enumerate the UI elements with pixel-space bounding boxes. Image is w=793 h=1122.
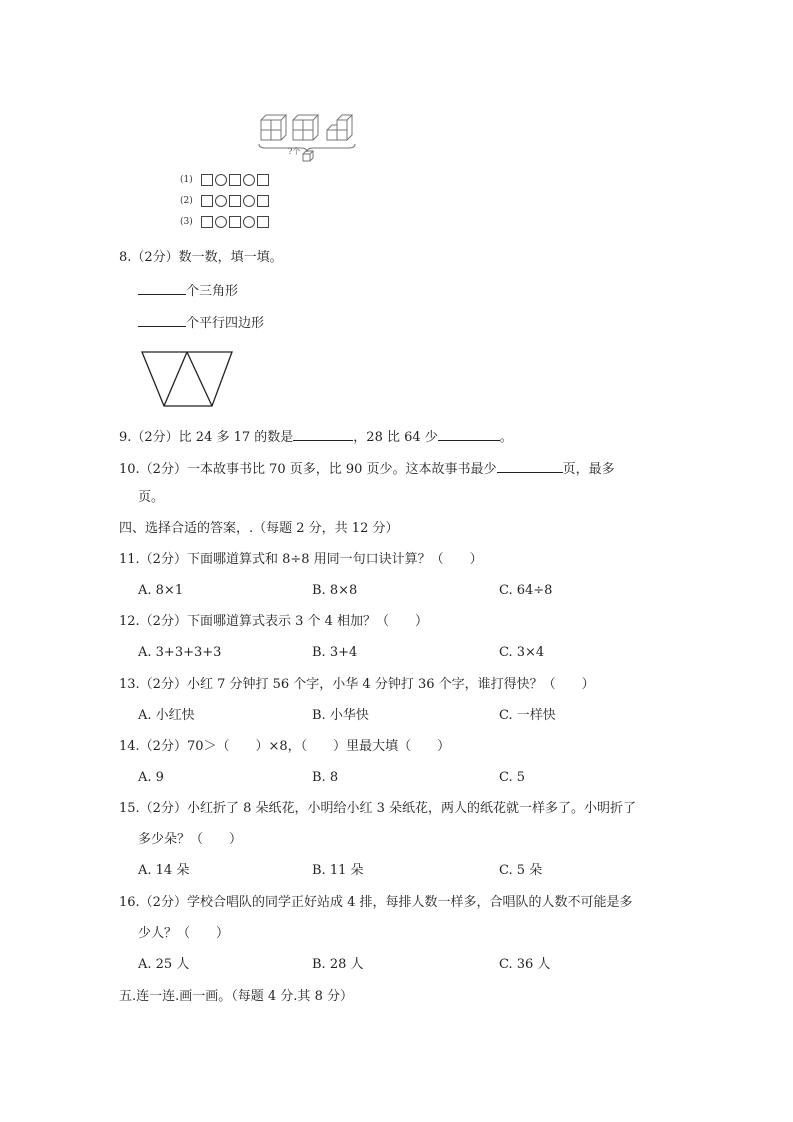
q8-line-2 bbox=[138, 312, 264, 333]
circle-icon bbox=[215, 195, 227, 207]
circle-icon bbox=[215, 216, 227, 228]
q8-label-2: 个平行四边形 bbox=[186, 316, 265, 331]
q8-line-1 bbox=[138, 280, 238, 301]
q9-part2: ，28 比 64 少 bbox=[353, 430, 438, 445]
q10-part1: 10.（2分）一本故事书比 70 页多，比 90 页少。这本故事书最少 bbox=[119, 462, 497, 477]
square-icon bbox=[229, 216, 241, 228]
q8-stem: 8.（2分）数一数，填一填。 bbox=[119, 250, 283, 265]
q13-option-b[interactable]: B. 小华快 bbox=[312, 708, 369, 723]
square-icon bbox=[257, 216, 269, 228]
answer-blank[interactable] bbox=[293, 426, 353, 441]
shape-row-1 bbox=[180, 171, 271, 190]
circle-icon bbox=[243, 216, 255, 228]
q12-option-a[interactable]: A. 3+3+3+3 bbox=[138, 645, 222, 660]
square-icon bbox=[201, 216, 213, 228]
trapezoid-figure bbox=[140, 348, 236, 410]
q10-line bbox=[119, 458, 615, 479]
square-icon bbox=[257, 195, 269, 207]
cube-stacks-figure bbox=[255, 108, 365, 168]
square-icon bbox=[201, 174, 213, 186]
square-icon bbox=[201, 195, 213, 207]
row-label: (2) bbox=[180, 196, 193, 206]
q12-option-c[interactable]: C. 3×4 bbox=[499, 645, 545, 660]
circle-icon bbox=[243, 174, 255, 186]
q15-option-a[interactable]: A. 14 朵 bbox=[138, 863, 190, 878]
answer-blank[interactable] bbox=[138, 280, 186, 295]
answer-blank[interactable] bbox=[138, 312, 186, 327]
q14-option-c[interactable]: C. 5 bbox=[499, 770, 526, 785]
q11-option-c[interactable]: C. 64÷8 bbox=[499, 583, 553, 598]
square-icon bbox=[229, 195, 241, 207]
q15-option-b[interactable]: B. 11 朵 bbox=[312, 863, 364, 878]
section-5-heading: 五.连一连.画一画。（每题 4 分.其 8 分） bbox=[119, 989, 353, 1004]
q11-option-a[interactable]: A. 8×1 bbox=[138, 583, 184, 598]
q16-option-c[interactable]: C. 36 人 bbox=[499, 957, 551, 972]
q14-option-b[interactable]: B. 8 bbox=[312, 770, 339, 785]
shape-row-3 bbox=[180, 213, 271, 232]
q9-part3: 。 bbox=[499, 430, 513, 445]
q12-stem: 12.（2分）下面哪道算式表示 3 个 4 相加？（ ） bbox=[119, 614, 429, 629]
q16-stem-2: 少人？（ ） bbox=[138, 926, 230, 941]
q13-option-a[interactable]: A. 小红快 bbox=[138, 708, 195, 723]
q12-option-b[interactable]: B. 3+4 bbox=[312, 645, 358, 660]
q11-stem: 11.（2分）下面哪道算式和 8÷8 用同一句口诀计算？（ ） bbox=[119, 552, 483, 567]
q8-label-1: 个三角形 bbox=[186, 284, 239, 299]
q11-option-b[interactable]: B. 8×8 bbox=[312, 583, 358, 598]
q9-line bbox=[119, 426, 513, 447]
q16-stem: 16.（2分）学校合唱队的同学正好站成 4 排，每排人数一样多，合唱队的人数不可能是多 bbox=[119, 895, 633, 910]
q9-part1: 9.（2分）比 24 多 17 的数是 bbox=[119, 430, 294, 445]
circle-icon bbox=[243, 195, 255, 207]
answer-blank[interactable] bbox=[438, 426, 500, 441]
q16-option-b[interactable]: B. 28 人 bbox=[312, 957, 364, 972]
q16-option-a[interactable]: A. 25 人 bbox=[138, 957, 190, 972]
q13-option-c[interactable]: C. 一样快 bbox=[499, 708, 556, 723]
row-label: (3) bbox=[180, 217, 193, 227]
section-4-heading: 四、选择合适的答案，.（每题 2 分，共 12 分） bbox=[119, 521, 399, 536]
answer-blank[interactable] bbox=[497, 458, 563, 473]
q10-line-2: 页。 bbox=[138, 490, 165, 505]
q14-option-a[interactable]: A. 9 bbox=[138, 770, 164, 785]
q15-stem-2: 多少朵？（ ） bbox=[138, 832, 243, 847]
row-label: (1) bbox=[180, 175, 193, 185]
q15-option-c[interactable]: C. 5 朵 bbox=[499, 863, 543, 878]
q10-part2: 页，最多 bbox=[562, 462, 615, 477]
square-icon bbox=[257, 174, 269, 186]
square-icon bbox=[229, 174, 241, 186]
circle-icon bbox=[215, 174, 227, 186]
q14-stem: 14.（2分）70＞（ ）×8，（ ）里最大填（ ） bbox=[119, 739, 451, 754]
figure-caption: ?个 bbox=[288, 147, 301, 156]
q13-stem: 13.（2分）小红 7 分钟打 56 个字，小华 4 分钟打 36 个字，谁打得快？（ ） bbox=[119, 677, 595, 692]
q15-stem: 15.（2分）小红折了 8 朵纸花，小明给小红 3 朵纸花，两人的纸花就一样多了。小明折了 bbox=[119, 801, 637, 816]
shape-row-2 bbox=[180, 192, 271, 211]
